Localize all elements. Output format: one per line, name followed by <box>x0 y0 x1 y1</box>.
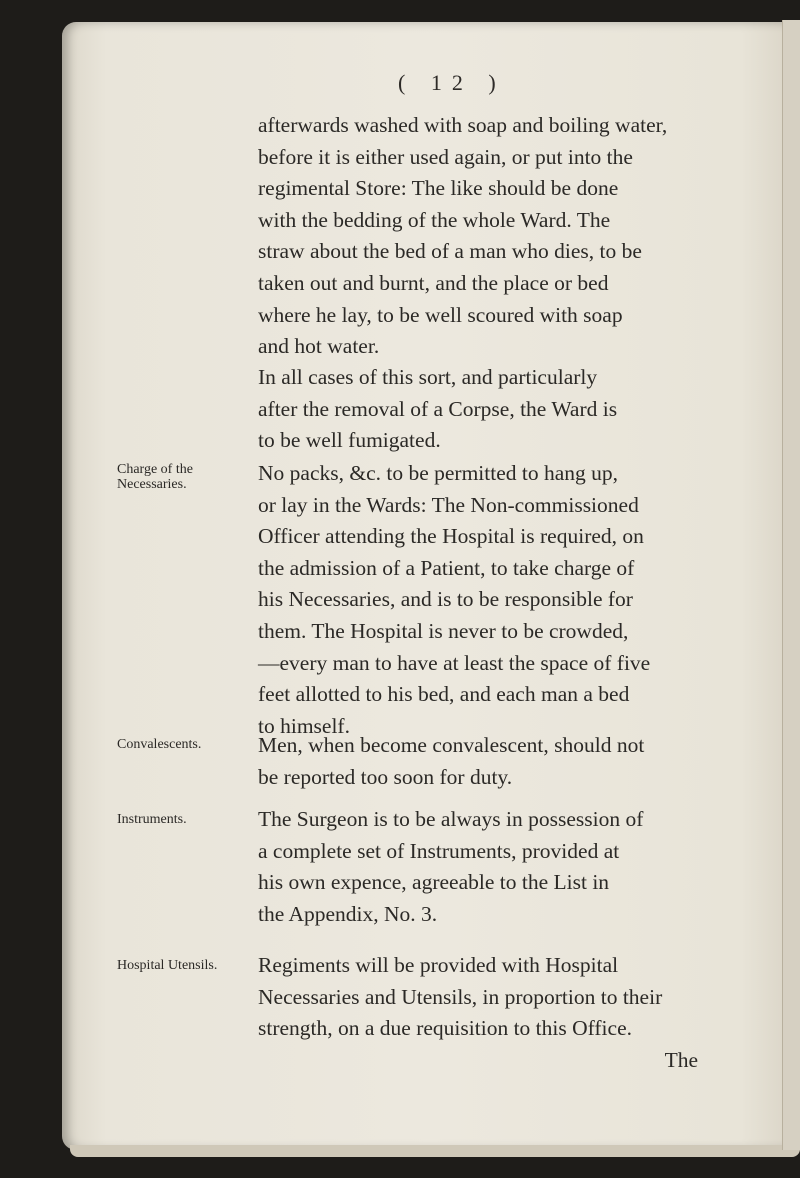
text-line: regimental Store: The like should be done <box>258 176 619 201</box>
paragraph-1 <box>258 110 698 363</box>
text-line: or lay in the Wards: The Non-commissioned <box>258 492 639 517</box>
text-line: In all cases of this sort, and particularly <box>258 365 598 389</box>
page-edge <box>70 1145 800 1157</box>
text-line: and hot water. <box>258 334 380 359</box>
text-line: No packs, &c. to be permitted to hang up, <box>258 461 619 485</box>
text-line: Officer attending the Hospital is required, on <box>258 524 644 549</box>
text-line: the admission of a Patient, to take charge of <box>258 555 635 580</box>
margin-note-necessaries: Charge of the Necessaries. <box>117 462 193 492</box>
text-line: The Surgeon is to be always in possession of <box>258 807 644 831</box>
margin-note-convalescents: Convalescents. <box>117 737 202 752</box>
text-line: to be well fumigated. <box>258 428 441 453</box>
text-line: feet allotted to his bed, and each man a bed <box>258 682 630 707</box>
text-line: Regiments will be provided with Hospital <box>258 953 619 977</box>
text-line: be reported too soon for duty. <box>258 764 513 789</box>
text-line: straw about the bed of a man who dies, to be <box>258 239 642 264</box>
text-line: —every man to have at least the space of five <box>258 650 651 675</box>
text-line: strength, on a due requisition to this Office. <box>258 1016 632 1041</box>
margin-note-instruments: Instruments. <box>117 812 187 827</box>
text-line: after the removal of a Corpse, the Ward is <box>258 396 618 421</box>
next-page-edge <box>782 20 800 1150</box>
paragraph-necessaries <box>258 458 698 742</box>
text-line: taken out and burnt, and the place or bed <box>258 270 609 295</box>
text-line: his own expence, agreeable to the List in <box>258 870 610 895</box>
text-line: his Necessaries, and is to be responsible for <box>258 587 633 612</box>
catchword: The <box>664 1047 698 1072</box>
paragraph-2 <box>258 362 698 457</box>
text-line: Men, when become convalescent, should not <box>258 733 645 757</box>
text-line: a complete set of Instruments, provided at <box>258 838 620 863</box>
text-line: afterwards washed with soap and boiling water, <box>258 113 668 137</box>
text-line: before it is either used again, or put into the <box>258 144 633 169</box>
paragraph-convalescents <box>258 730 698 793</box>
text-line: to himself. <box>258 713 350 738</box>
paragraph-utensils <box>258 950 698 1076</box>
paragraph-instruments <box>258 804 698 930</box>
text-line: the Appendix, No. 3. <box>258 901 438 926</box>
text-line: Necessaries and Utensils, in proportion to their <box>258 984 663 1009</box>
page-number: ( 12 ) <box>398 70 506 95</box>
text-line: with the bedding of the whole Ward. The <box>258 207 611 232</box>
margin-note-utensils: Hospital Utensils. <box>117 958 218 973</box>
text-line: where he lay, to be well scoured with soap <box>258 302 623 327</box>
text-line: them. The Hospital is never to be crowded, <box>258 618 629 643</box>
